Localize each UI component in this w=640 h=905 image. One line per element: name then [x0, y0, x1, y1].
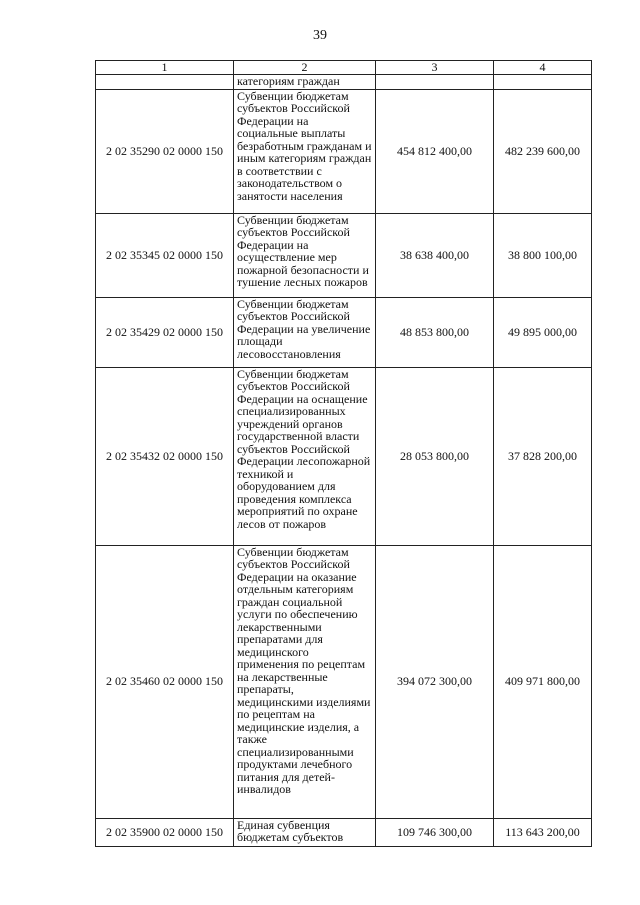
table-row	[96, 818, 592, 846]
row-value-col3: 48 853 800,00	[376, 297, 494, 367]
col-header-1: 1	[96, 61, 234, 75]
header-row	[96, 61, 592, 75]
table-row	[96, 545, 592, 818]
col-header-2: 2	[234, 61, 376, 75]
continuation-name: категориям граждан	[234, 74, 376, 89]
row-value-col4: 49 895 000,00	[494, 297, 592, 367]
continuation-v3	[376, 74, 494, 89]
row-name: Субвенции бюджетам субъектов Российской Федерации на социальные выплаты безработным гражданам и иным категориям граждан в соответствии с законодательством о занятости населения	[234, 89, 376, 213]
row-value-col4: 482 239 600,00	[494, 89, 592, 213]
col-header-4: 4	[494, 61, 592, 75]
row-value-col3: 109 746 300,00	[376, 818, 494, 846]
table-row	[96, 367, 592, 545]
row-value-col4: 113 643 200,00	[494, 818, 592, 846]
row-name: Субвенции бюджетам субъектов Российской Федерации на оснащение специализированных учреждений органов государственной власти субъектов Российской Федерации лесопожарной техникой и оборудованием для проведения комплекса мероприятий по охране лесов от пожаров	[234, 367, 376, 545]
row-code: 2 02 35429 02 0000 150	[96, 297, 234, 367]
row-value-col4: 409 971 800,00	[494, 545, 592, 818]
row-code: 2 02 35900 02 0000 150	[96, 818, 234, 846]
row-value-col4: 37 828 200,00	[494, 367, 592, 545]
page-number: 39	[313, 28, 327, 43]
table-row	[96, 89, 592, 213]
table-row	[96, 297, 592, 367]
row-value-col3: 28 053 800,00	[376, 367, 494, 545]
row-value-col3: 394 072 300,00	[376, 545, 494, 818]
row-code: 2 02 35290 02 0000 150	[96, 89, 234, 213]
row-code: 2 02 35345 02 0000 150	[96, 213, 234, 297]
continuation-row	[96, 74, 592, 89]
row-value-col3: 454 812 400,00	[376, 89, 494, 213]
row-value-col4: 38 800 100,00	[494, 213, 592, 297]
row-name: Субвенции бюджетам субъектов Российской Федерации на осуществление мер пожарной безопасности и тушение лесных пожаров	[234, 213, 376, 297]
row-name: Субвенции бюджетам субъектов Российской Федерации на оказание отдельным категориям граждан социальной услуги по обеспечению лекарственными препаратами для медицинского применения по рецептам на лекарственные препараты, медицинскими изделиями по рецептам на медицинские изделия, а также специализированными продуктами лечебного питания для детей-инвалидов	[234, 545, 376, 818]
continuation-code	[96, 74, 234, 89]
table-row	[96, 213, 592, 297]
budget-table	[95, 60, 592, 847]
row-value-col3: 38 638 400,00	[376, 213, 494, 297]
row-code: 2 02 35432 02 0000 150	[96, 367, 234, 545]
row-name: Единая субвенция бюджетам субъектов	[234, 818, 376, 846]
continuation-v4	[494, 74, 592, 89]
row-code: 2 02 35460 02 0000 150	[96, 545, 234, 818]
row-name: Субвенции бюджетам субъектов Российской Федерации на увеличение площади лесовосстановления	[234, 297, 376, 367]
col-header-3: 3	[376, 61, 494, 75]
